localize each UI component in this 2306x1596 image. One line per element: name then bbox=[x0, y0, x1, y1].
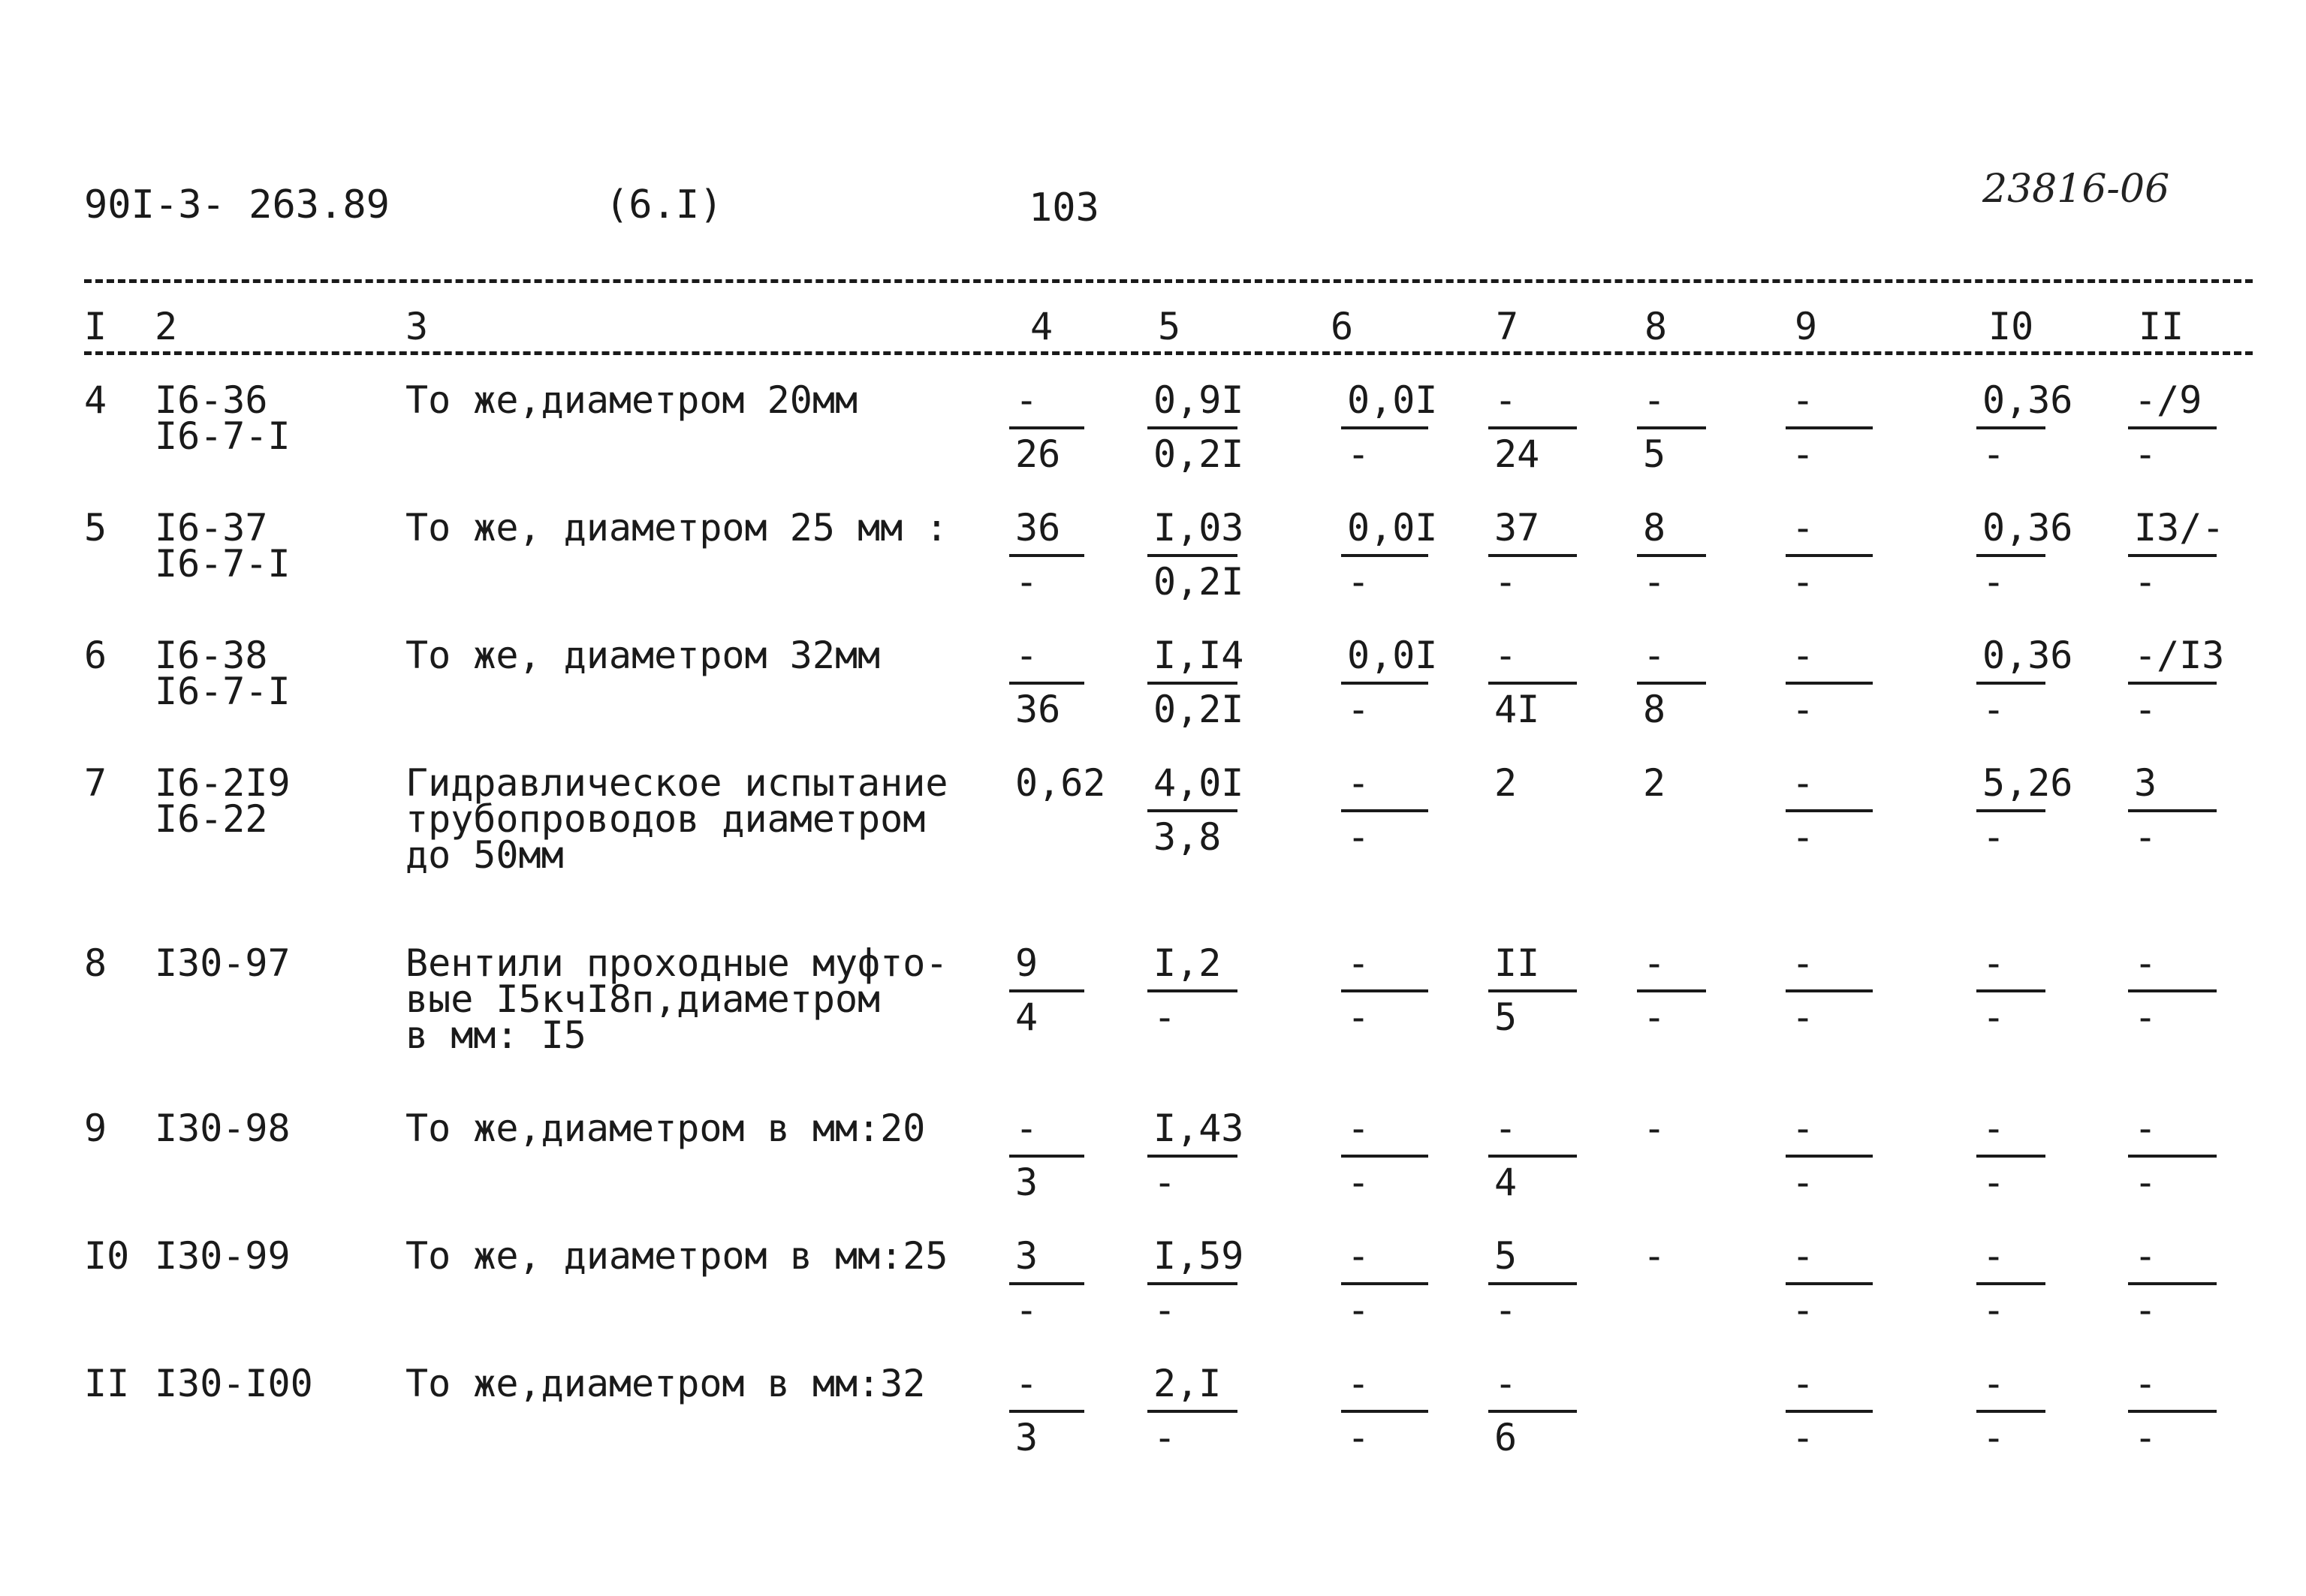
fraction-rule bbox=[1976, 554, 2045, 557]
fraction-rule bbox=[1786, 1410, 1873, 1413]
row-number: 8 bbox=[84, 941, 107, 985]
cell-value-top: - bbox=[1643, 1234, 1666, 1278]
row-number: 4 bbox=[84, 378, 107, 422]
fraction-rule bbox=[1786, 1282, 1873, 1285]
cell-value-bottom: 3 bbox=[1015, 1416, 1038, 1459]
cell-value-bottom: - bbox=[1982, 995, 2006, 1039]
fraction-rule bbox=[1009, 1282, 1084, 1285]
cell-value-top: - bbox=[1347, 761, 1370, 805]
cell-value-top: - bbox=[1015, 634, 1038, 677]
column-number-4: 4 bbox=[1030, 305, 1054, 348]
cell-value-top: I,59 bbox=[1153, 1234, 1244, 1278]
cell-value-bottom: - bbox=[1982, 1161, 2006, 1204]
fraction-rule bbox=[1786, 682, 1873, 685]
work-description-line: То же, диаметром в мм:25 bbox=[405, 1234, 948, 1278]
work-description-line: То же,диаметром в мм:20 bbox=[405, 1107, 926, 1150]
fraction-rule bbox=[1786, 1155, 1873, 1158]
cell-value-top: - bbox=[1347, 941, 1370, 985]
cell-value-bottom: - bbox=[1982, 1288, 2006, 1332]
fraction-rule bbox=[1147, 1410, 1237, 1413]
cell-value-top: - bbox=[1494, 634, 1518, 677]
cell-value-bottom: - bbox=[2134, 815, 2157, 859]
row-number: I0 bbox=[84, 1234, 130, 1278]
fraction-rule bbox=[1976, 1282, 2045, 1285]
document-code: 90I-3- 263.89 bbox=[84, 182, 390, 227]
cell-value-top: - bbox=[1494, 1107, 1518, 1150]
work-description-line: То же,диаметром 20мм bbox=[405, 378, 858, 422]
cell-value-bottom: - bbox=[1347, 1416, 1370, 1459]
cell-value-top: I3/- bbox=[2134, 506, 2225, 550]
cell-value-top: - bbox=[1347, 1362, 1370, 1405]
fraction-rule bbox=[2128, 682, 2217, 685]
norm-code: I6-37 bbox=[155, 506, 268, 550]
fraction-rule bbox=[1637, 682, 1706, 685]
norm-code: I6-2I9 bbox=[155, 761, 291, 805]
column-number-6: 6 bbox=[1331, 305, 1354, 348]
page-number: 103 bbox=[1029, 185, 1099, 230]
cell-value-top: 2,I bbox=[1153, 1362, 1222, 1405]
cell-value-top: -/I3 bbox=[2134, 634, 2225, 677]
cell-value-top: 5 bbox=[1494, 1234, 1518, 1278]
column-number-3: 3 bbox=[405, 305, 429, 348]
cell-value-top: - bbox=[1494, 378, 1518, 422]
cell-value-top: 2 bbox=[1494, 761, 1518, 805]
cell-value-bottom: 4I bbox=[1494, 688, 1540, 731]
norm-code-secondary: I6-7-I bbox=[155, 414, 291, 458]
column-number-7: 7 bbox=[1496, 305, 1519, 348]
cell-value-top: - bbox=[2134, 1107, 2157, 1150]
cell-value-bottom: - bbox=[1643, 995, 1666, 1039]
cell-value-bottom: 5 bbox=[1643, 432, 1666, 476]
cell-value-bottom: 3,8 bbox=[1153, 815, 1222, 859]
cell-value-bottom: - bbox=[2134, 1416, 2157, 1459]
column-number-2: 2 bbox=[155, 305, 178, 348]
cell-value-bottom: - bbox=[1982, 815, 2006, 859]
cell-value-top: II bbox=[1494, 941, 1540, 985]
work-description-line: То же, диаметром 25 мм : bbox=[405, 506, 948, 550]
cell-value-top: - bbox=[1792, 1234, 1815, 1278]
row-number: 7 bbox=[84, 761, 107, 805]
cell-value-bottom: - bbox=[1792, 1161, 1815, 1204]
fraction-rule bbox=[1147, 989, 1237, 992]
row-number: 6 bbox=[84, 634, 107, 677]
column-number-10: I0 bbox=[1988, 305, 2034, 348]
cell-value-top: - bbox=[1347, 1107, 1370, 1150]
fraction-rule bbox=[1341, 426, 1428, 429]
cell-value-bottom: - bbox=[1347, 688, 1370, 731]
cell-value-bottom: 5 bbox=[1494, 995, 1518, 1039]
norm-code: I6-36 bbox=[155, 378, 268, 422]
fraction-rule bbox=[1341, 1282, 1428, 1285]
fraction-rule bbox=[1488, 426, 1577, 429]
cell-value-bottom: - bbox=[1347, 995, 1370, 1039]
cell-value-bottom: - bbox=[1153, 995, 1177, 1039]
cell-value-bottom: 0,2I bbox=[1153, 432, 1244, 476]
column-number-8: 8 bbox=[1644, 305, 1668, 348]
cell-value-top: 3 bbox=[1015, 1234, 1038, 1278]
norm-code-secondary: I6-22 bbox=[155, 797, 268, 841]
cell-value-top: - bbox=[1982, 1234, 2006, 1278]
cell-value-top: - bbox=[1643, 634, 1666, 677]
fraction-rule bbox=[1488, 682, 1577, 685]
cell-value-top: - bbox=[1015, 1107, 1038, 1150]
cell-value-top: 0,0I bbox=[1347, 378, 1438, 422]
cell-value-bottom: - bbox=[1347, 815, 1370, 859]
cell-value-bottom: - bbox=[1347, 432, 1370, 476]
cell-value-top: - bbox=[1792, 506, 1815, 550]
cell-value-top: - bbox=[1792, 1362, 1815, 1405]
fraction-rule bbox=[2128, 554, 2217, 557]
cell-value-bottom: - bbox=[2134, 1161, 2157, 1204]
cell-value-bottom: - bbox=[1347, 1288, 1370, 1332]
norm-code: I6-38 bbox=[155, 634, 268, 677]
cell-value-bottom: - bbox=[1153, 1288, 1177, 1332]
cell-value-bottom: - bbox=[1982, 560, 2006, 604]
cell-value-bottom: - bbox=[1347, 1161, 1370, 1204]
cell-value-top: 37 bbox=[1494, 506, 1540, 550]
cell-value-top: - bbox=[2134, 941, 2157, 985]
cell-value-top: - bbox=[1643, 941, 1666, 985]
cell-value-bottom: - bbox=[1494, 1288, 1518, 1332]
fraction-rule bbox=[1976, 1410, 2045, 1413]
fraction-rule bbox=[2128, 1155, 2217, 1158]
column-number-1: I bbox=[84, 305, 107, 348]
cell-value-top: - bbox=[1982, 941, 2006, 985]
fraction-rule bbox=[1147, 1155, 1237, 1158]
fraction-rule bbox=[1341, 1155, 1428, 1158]
fraction-rule bbox=[1976, 682, 2045, 685]
fraction-rule bbox=[1147, 809, 1237, 812]
cell-value-bottom: - bbox=[1792, 560, 1815, 604]
work-description-line: в мм: I5 bbox=[405, 1013, 586, 1057]
cell-value-bottom: - bbox=[1153, 1161, 1177, 1204]
cell-value-bottom: 36 bbox=[1015, 688, 1061, 731]
cell-value-top: I,43 bbox=[1153, 1107, 1244, 1150]
cell-value-bottom: 3 bbox=[1015, 1161, 1038, 1204]
cell-value-bottom: - bbox=[2134, 995, 2157, 1039]
fraction-rule bbox=[2128, 809, 2217, 812]
cell-value-bottom: - bbox=[1792, 688, 1815, 731]
fraction-rule bbox=[1147, 426, 1237, 429]
row-number: 5 bbox=[84, 506, 107, 550]
cell-value-bottom: - bbox=[2134, 1288, 2157, 1332]
fraction-rule bbox=[1488, 989, 1577, 992]
fraction-rule bbox=[2128, 1282, 2217, 1285]
norm-code-secondary: I6-7-I bbox=[155, 542, 291, 586]
cell-value-bottom: - bbox=[1347, 560, 1370, 604]
cell-value-top: - bbox=[2134, 1362, 2157, 1405]
fraction-rule bbox=[1786, 426, 1873, 429]
cell-value-top: 3 bbox=[2134, 761, 2157, 805]
fraction-rule bbox=[1009, 682, 1084, 685]
fraction-rule bbox=[1488, 554, 1577, 557]
inventory-stamp: 23816-06 bbox=[1982, 167, 2170, 212]
fraction-rule bbox=[1786, 989, 1873, 992]
fraction-rule bbox=[1488, 1410, 1577, 1413]
fraction-rule bbox=[1341, 554, 1428, 557]
column-number-11: II bbox=[2139, 305, 2184, 348]
cell-value-top: - bbox=[2134, 1234, 2157, 1278]
cell-value-top: 0,36 bbox=[1982, 506, 2073, 550]
cell-value-bottom: - bbox=[1792, 995, 1815, 1039]
cell-value-top: - bbox=[1347, 1234, 1370, 1278]
cell-value-bottom: 26 bbox=[1015, 432, 1061, 476]
cell-value-bottom: 0,2I bbox=[1153, 688, 1244, 731]
cell-value-bottom: - bbox=[2134, 432, 2157, 476]
cell-value-bottom: - bbox=[1792, 815, 1815, 859]
fraction-rule bbox=[1976, 426, 2045, 429]
cell-value-top: 0,62 bbox=[1015, 761, 1106, 805]
cell-value-top: 0,0I bbox=[1347, 506, 1438, 550]
cell-value-top: 0,36 bbox=[1982, 634, 2073, 677]
cell-value-bottom: - bbox=[1015, 560, 1038, 604]
cell-value-bottom: 4 bbox=[1494, 1161, 1518, 1204]
cell-value-top: I,I4 bbox=[1153, 634, 1244, 677]
fraction-rule bbox=[1009, 1155, 1084, 1158]
cell-value-top: - bbox=[1643, 378, 1666, 422]
cell-value-top: - bbox=[1494, 1362, 1518, 1405]
cell-value-bottom: - bbox=[1982, 1416, 2006, 1459]
fraction-rule bbox=[1976, 989, 2045, 992]
fraction-rule bbox=[1637, 426, 1706, 429]
fraction-rule bbox=[1488, 1155, 1577, 1158]
fraction-rule bbox=[1976, 809, 2045, 812]
fraction-rule bbox=[1009, 426, 1084, 429]
cell-value-top: 8 bbox=[1643, 506, 1666, 550]
row-number: II bbox=[84, 1362, 130, 1405]
fraction-rule bbox=[1341, 989, 1428, 992]
cell-value-top: - bbox=[1015, 1362, 1038, 1405]
fraction-rule bbox=[1637, 989, 1706, 992]
cell-value-top: 9 bbox=[1015, 941, 1038, 985]
cell-value-top: - bbox=[1792, 761, 1815, 805]
fraction-rule bbox=[1341, 1410, 1428, 1413]
cell-value-top: - bbox=[1982, 1362, 2006, 1405]
fraction-rule bbox=[1009, 554, 1084, 557]
cell-value-top: I,03 bbox=[1153, 506, 1244, 550]
section-number: (6.I) bbox=[605, 182, 723, 227]
column-number-9: 9 bbox=[1795, 305, 1818, 348]
work-description-line: То же,диаметром в мм:32 bbox=[405, 1362, 926, 1405]
fraction-rule bbox=[1488, 1282, 1577, 1285]
cell-value-top: - bbox=[1792, 941, 1815, 985]
cell-value-bottom: - bbox=[1792, 1288, 1815, 1332]
work-description-line: Гидравлическое испытание bbox=[405, 761, 948, 805]
column-number-5: 5 bbox=[1158, 305, 1181, 348]
fraction-rule bbox=[1147, 1282, 1237, 1285]
norm-code: I30-99 bbox=[155, 1234, 291, 1278]
cell-value-top: 0,9I bbox=[1153, 378, 1244, 422]
fraction-rule bbox=[1976, 1155, 2045, 1158]
fraction-rule bbox=[1341, 809, 1428, 812]
cell-value-top: 0,0I bbox=[1347, 634, 1438, 677]
cell-value-bottom: - bbox=[1792, 1416, 1815, 1459]
cell-value-top: I,2 bbox=[1153, 941, 1222, 985]
cell-value-bottom: 6 bbox=[1494, 1416, 1518, 1459]
norm-code: I30-97 bbox=[155, 941, 291, 985]
header-rule-top bbox=[84, 279, 2253, 283]
fraction-rule bbox=[2128, 1410, 2217, 1413]
work-description-line: до 50мм bbox=[405, 833, 564, 877]
norm-code: I30-I00 bbox=[155, 1362, 313, 1405]
norm-code: I30-98 bbox=[155, 1107, 291, 1150]
cell-value-bottom: 4 bbox=[1015, 995, 1038, 1039]
cell-value-bottom: - bbox=[1982, 688, 2006, 731]
cell-value-bottom: - bbox=[1015, 1288, 1038, 1332]
row-number: 9 bbox=[84, 1107, 107, 1150]
cell-value-top: 36 bbox=[1015, 506, 1061, 550]
cell-value-bottom: - bbox=[1792, 432, 1815, 476]
work-description-line: Вентили проходные муфто- bbox=[405, 941, 948, 985]
fraction-rule bbox=[1009, 989, 1084, 992]
cell-value-top: 0,36 bbox=[1982, 378, 2073, 422]
norm-code-secondary: I6-7-I bbox=[155, 670, 291, 713]
work-description-line: вые I5кчI8п,диаметром bbox=[405, 977, 881, 1021]
header-rule-bottom bbox=[84, 351, 2253, 355]
cell-value-bottom: 0,2I bbox=[1153, 560, 1244, 604]
cell-value-bottom: - bbox=[2134, 688, 2157, 731]
cell-value-top: 5,26 bbox=[1982, 761, 2073, 805]
fraction-rule bbox=[1786, 554, 1873, 557]
cell-value-bottom: - bbox=[1153, 1416, 1177, 1459]
cell-value-top: - bbox=[1792, 378, 1815, 422]
cell-value-top: - bbox=[1643, 1107, 1666, 1150]
cell-value-bottom: - bbox=[1494, 560, 1518, 604]
work-description-line: трубопроводов диаметром bbox=[405, 797, 926, 841]
fraction-rule bbox=[2128, 426, 2217, 429]
cell-value-top: -/9 bbox=[2134, 378, 2202, 422]
cell-value-top: 4,0I bbox=[1153, 761, 1244, 805]
fraction-rule bbox=[1637, 554, 1706, 557]
cell-value-top: - bbox=[1982, 1107, 2006, 1150]
cell-value-top: - bbox=[1792, 1107, 1815, 1150]
cell-value-bottom: - bbox=[1982, 432, 2006, 476]
cell-value-bottom: 8 bbox=[1643, 688, 1666, 731]
fraction-rule bbox=[1341, 682, 1428, 685]
cell-value-bottom: - bbox=[2134, 560, 2157, 604]
cell-value-top: 2 bbox=[1643, 761, 1666, 805]
fraction-rule bbox=[2128, 989, 2217, 992]
cell-value-bottom: - bbox=[1643, 560, 1666, 604]
fraction-rule bbox=[1009, 1410, 1084, 1413]
fraction-rule bbox=[1147, 682, 1237, 685]
cell-value-top: - bbox=[1792, 634, 1815, 677]
cell-value-bottom: 24 bbox=[1494, 432, 1540, 476]
fraction-rule bbox=[1786, 809, 1873, 812]
cell-value-top: - bbox=[1015, 378, 1038, 422]
work-description-line: То же, диаметром 32мм bbox=[405, 634, 881, 677]
fraction-rule bbox=[1147, 554, 1237, 557]
